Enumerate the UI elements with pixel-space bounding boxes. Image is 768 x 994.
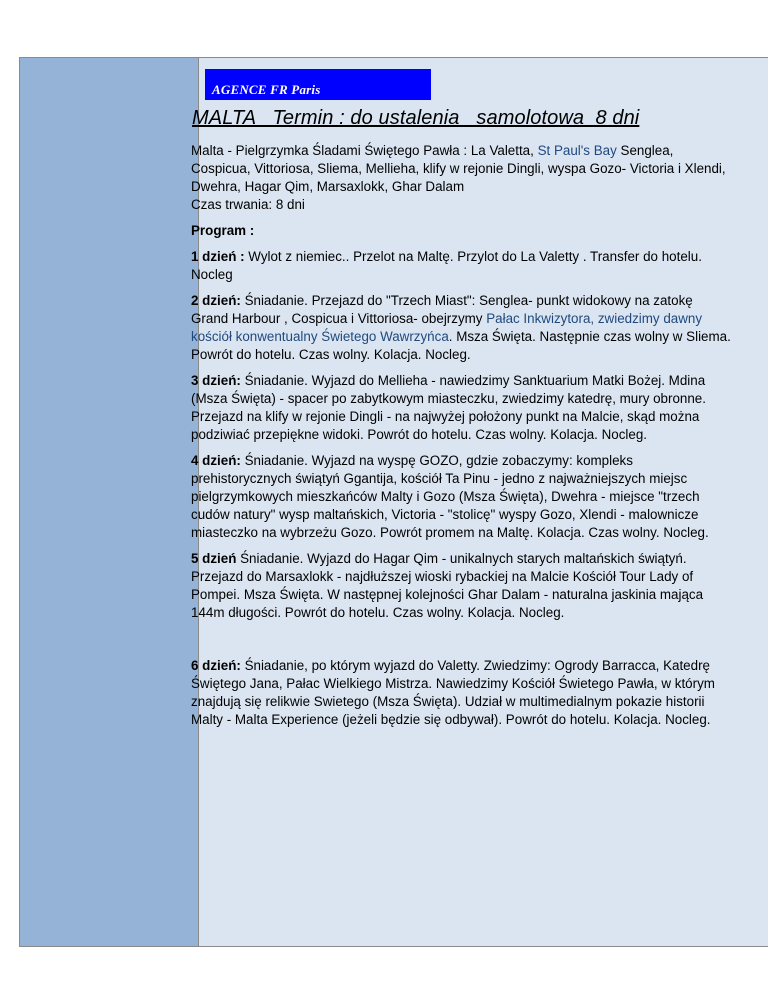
day-label: 4 dzień:: [191, 453, 241, 468]
day-label: 5 dzień: [191, 551, 237, 566]
day-4: [191, 452, 731, 542]
day-2: [191, 292, 731, 364]
agency-banner: [205, 69, 431, 100]
day-label: 3 dzień:: [191, 373, 241, 388]
day-label: 2 dzień:: [191, 293, 241, 308]
day-label: 6 dzień:: [191, 658, 241, 673]
intro-text-1: Malta - Pielgrzymka Śladami Świętego Pawła : La Valetta,: [191, 143, 538, 158]
day-text: Wylot z niemiec.. Przelot na Maltę. Przylot do La Valetty . Transfer do hotelu. Nocleg: [191, 249, 702, 282]
day-3: [191, 372, 731, 444]
day-text-2: . Msza Święta. Następnie czas wolny w Sliema. Powrót do hotelu. Czas wolny. Kolacja. Nocleg.: [191, 329, 731, 362]
document-content: [191, 107, 731, 737]
day-label: 1 dzień :: [191, 249, 245, 264]
day-2-link[interactable]: Pałac Inkwizytora, zwiedzimy dawny kościół konwentualny Świetego Wawrzyńca: [191, 311, 703, 344]
day-5: [191, 550, 731, 622]
day-text: Śniadanie. Przejazd do "Trzech Miast": Senglea- punkt widokowy na zatokę Grand Harbour , Cospicua i Vittoriosa- obejrzymy: [191, 293, 693, 326]
day-1: [191, 248, 731, 284]
agency-label: AGENCE FR Paris: [212, 82, 321, 97]
day-text: Śniadanie, po którym wyjazd do Valetty. Zwiedzimy: Ogrody Barracca, Katedrę Świętego Jana, Pałac Wielkiego Mistrza. Nawiedzimy Kościół Świetego Pawła, w którym znajdują się relikwie Swietego (Msza Święta). Udział w multimedialnym pokazie historii Malty - Malta Experience (jeżeli będzie się odbywał). Powrót do hotelu. Kolacja. Nocleg.: [191, 658, 715, 727]
page-title: MALTA Termin : do ustalenia samolotowa 8 dni: [192, 107, 640, 129]
intro-paragraph: [191, 142, 731, 214]
day-6: [191, 657, 731, 729]
day-text: Śniadanie. Wyjazd do Mellieha - nawiedzimy Sanktuarium Matki Bożej. Mdina (Msza Święta) - spacer po zabytkowym miasteczku, zwiedzimy katedrę, mury obronne. Przejazd na klify w rejonie Dingli - na najwyżej położony punkt na Malcie, skąd można podziwiać przepiękne widoki. Powrót do hotelu. Czas wolny. Kolacja. Nocleg.: [191, 373, 706, 442]
day-text: Śniadanie. Wyjazd na wyspę GOZO, gdzie zobaczymy: kompleks prehistorycznych świątyń Ggantija, kościół Ta Pinu - jedno z najważniejszych miejsc pielgrzymkowych mieszkańców Malty i Gozo (Msza Święta), Dwehra - miejsce "trzech cudów natury" wysp maltańskich, Victoria - "stolicę" wyspy Gozo, Xlendi - malownicze miasteczko na wybrzeżu Gozo. Powrót promem na Maltę. Kolacja. Czas wolny. Nocleg.: [191, 453, 709, 540]
duration-text: Czas trwania: 8 dni: [191, 197, 305, 212]
left-sidebar-column: [20, 58, 199, 946]
day-text: Śniadanie. Wyjazd do Hagar Qim - unikalnych starych maltańskich świątyń. Przejazd do Marsaxlokk - najdłuższej wioski rybackiej na Malcie Kościół Tour Lady of Pompei. Msza Święta. W następnej kolejności Ghar Dalam - naturalna jaskinia mająca 144m długości. Powrót do hotelu. Czas wolny. Kolacja. Nocleg.: [191, 551, 704, 620]
program-heading: Program :: [191, 223, 255, 238]
intro-text-2: Senglea, Cospicua, Vittoriosa, Sliema, Mellieha, klify w rejonie Dingli, wyspa Gozo- Victoria i Xlendi, Dwehra, Hagar Qim, Marsaxlokk, Ghar Dalam: [191, 143, 726, 194]
intro-link-st-pauls-bay[interactable]: St Paul's Bay: [537, 143, 617, 158]
